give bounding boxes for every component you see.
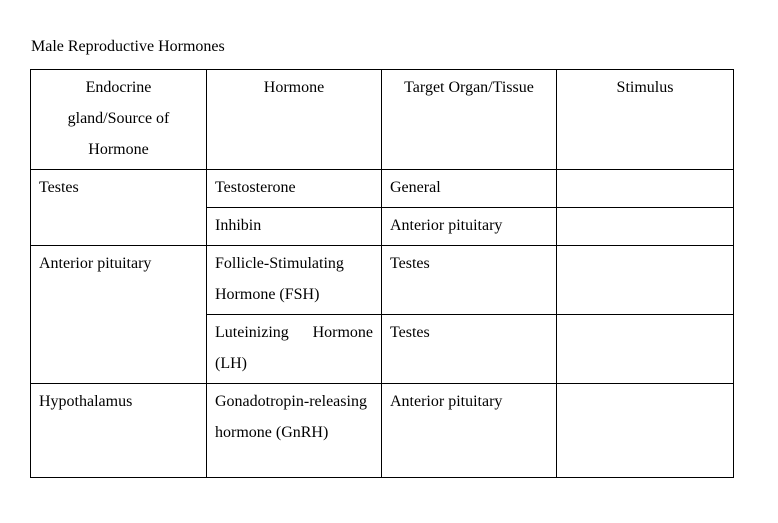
cell-gland-hypothalamus: Hypothalamus (31, 384, 207, 478)
cell-hormone: Gonadotropin-releasing hormone (GnRH) (207, 384, 382, 478)
table-row (31, 170, 734, 208)
cell-stimulus[interactable] (557, 384, 734, 478)
cell-stimulus[interactable] (557, 170, 734, 208)
cell-target: General (382, 170, 557, 208)
cell-gland-anterior-pituitary: Anterior pituitary (31, 246, 207, 384)
cell-hormone: Luteinizing Hormone (LH) (207, 315, 382, 384)
header-gland: Endocrine gland/Source of Hormone (31, 70, 207, 170)
table-row (31, 384, 734, 478)
cell-hormone: Inhibin (207, 208, 382, 246)
table-row (31, 246, 734, 315)
header-stimulus: Stimulus (557, 70, 734, 170)
cell-target: Anterior pituitary (382, 208, 557, 246)
cell-hormone: Testosterone (207, 170, 382, 208)
cell-target: Anterior pituitary (382, 384, 557, 478)
cell-stimulus[interactable] (557, 315, 734, 384)
hormones-table (30, 69, 734, 478)
cell-gland-testes: Testes (31, 170, 207, 246)
cell-hormone: Follicle-Stimulating Hormone (FSH) (207, 246, 382, 315)
header-target: Target Organ/Tissue (382, 70, 557, 170)
table-header-row (31, 70, 734, 170)
cell-target: Testes (382, 246, 557, 315)
header-hormone: Hormone (207, 70, 382, 170)
cell-stimulus[interactable] (557, 208, 734, 246)
cell-target: Testes (382, 315, 557, 384)
document-title: Male Reproductive Hormones (31, 38, 225, 55)
cell-stimulus[interactable] (557, 246, 734, 315)
